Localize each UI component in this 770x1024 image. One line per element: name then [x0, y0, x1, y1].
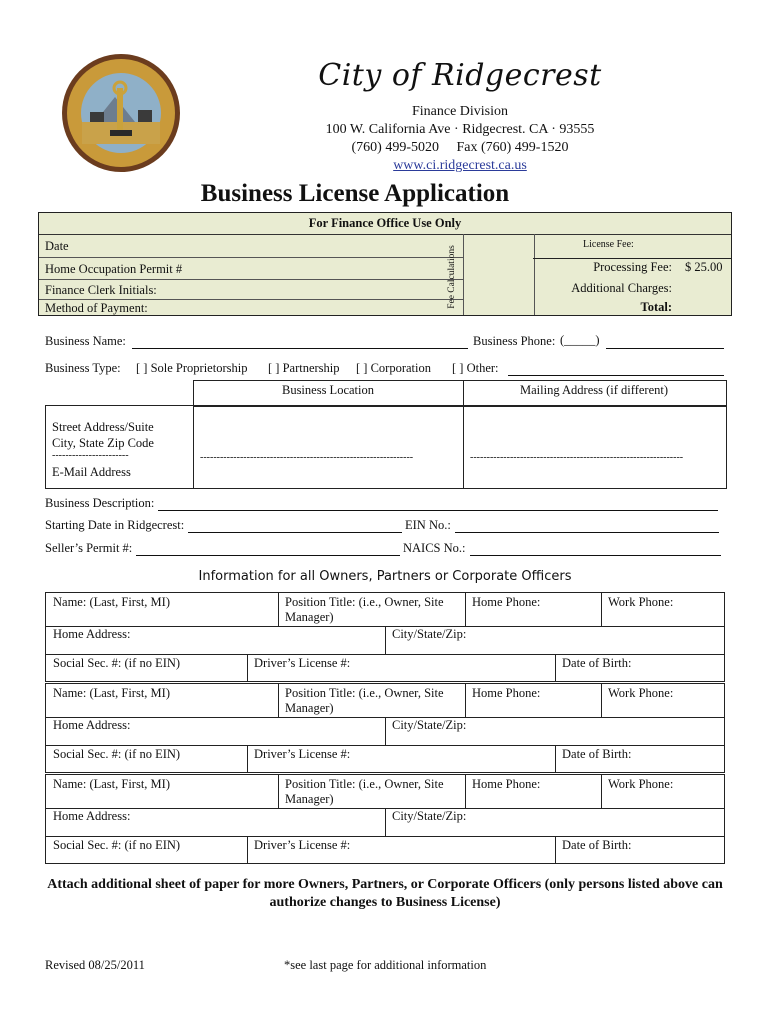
city-state-zip-label: City, State Zip Code	[52, 436, 154, 450]
owner-col-divider	[278, 684, 279, 717]
office-heading: For Finance Office Use Only	[39, 213, 731, 235]
office-permit-field[interactable]: Home Occupation Permit #	[39, 258, 463, 280]
owner-drivers-license-field[interactable]: Driver’s License #:	[254, 838, 351, 852]
city-address: 100 W. California Ave · Ridgecrest. CA · 93555	[325, 122, 595, 137]
owner-ssn-field[interactable]: Social Sec. #: (if no EIN)	[53, 656, 181, 670]
owner-row-divider	[46, 745, 724, 746]
type-other[interactable]: [ ] Other:	[452, 361, 499, 375]
mailing-address-header: Mailing Address (if different)	[520, 383, 668, 397]
owner-home-phone-field[interactable]: Home Phone:	[472, 777, 541, 791]
starting-date-input[interactable]	[188, 532, 402, 533]
owner-row-divider	[46, 836, 724, 837]
owner-col-divider	[601, 684, 602, 717]
owner-col-divider	[555, 654, 556, 682]
fee-calculations-label: Fee Calculations	[447, 245, 457, 309]
office-payment-field[interactable]: Method of Payment:	[45, 301, 148, 315]
owner-city-state-zip-field[interactable]: City/State/Zip:	[392, 809, 467, 823]
owner-col-divider	[385, 626, 386, 654]
owner-dob-field[interactable]: Date of Birth:	[562, 838, 632, 852]
business-location-header: Business Location	[281, 383, 374, 397]
email-label: E-Mail Address	[52, 465, 131, 479]
business-name-input[interactable]	[132, 348, 468, 349]
owner-col-divider	[247, 836, 248, 864]
business-description-label: Business Description:	[45, 496, 155, 510]
type-sole-proprietorship[interactable]: [ ] Sole Proprietorship	[136, 361, 248, 375]
address-label-divider	[193, 405, 194, 488]
owner-city-state-zip-field[interactable]: City/State/Zip:	[392, 718, 467, 732]
type-partnership[interactable]: [ ] Partnership	[268, 361, 340, 375]
owner-col-divider	[278, 775, 279, 808]
processing-fee-label: Processing Fee:	[593, 260, 672, 274]
business-name-label: Business Name:	[45, 334, 126, 348]
owner-col-divider	[465, 684, 466, 717]
owner-home-address-field[interactable]: Home Address:	[53, 809, 131, 823]
processing-fee-amount: $ 25.00	[685, 260, 723, 274]
type-corporation[interactable]: [ ] Corporation	[356, 361, 431, 375]
office-clerk-field[interactable]: Finance Clerk Initials:	[39, 280, 463, 300]
sellers-permit-label: Seller’s Permit #:	[45, 541, 133, 555]
ein-input[interactable]	[455, 532, 719, 533]
address-separator: -----------------------	[52, 450, 129, 461]
city-name-heading: City of Ridgecrest	[318, 58, 602, 93]
owner-home-phone-field[interactable]: Home Phone:	[472, 686, 541, 700]
license-fee-label: License Fee:	[583, 239, 634, 250]
form-title: Business License Application	[200, 180, 510, 207]
sellers-permit-input[interactable]	[136, 555, 400, 556]
business-phone-area[interactable]: (_____)	[560, 333, 600, 347]
city-seal-logo	[60, 52, 182, 174]
owner-name-field[interactable]: Name: (Last, First, MI)	[53, 777, 170, 791]
naics-input[interactable]	[470, 555, 721, 556]
owner-name-field[interactable]: Name: (Last, First, MI)	[53, 595, 170, 609]
owner-row-divider	[46, 654, 724, 655]
total-label: Total:	[640, 300, 672, 314]
business-type-label: Business Type:	[45, 361, 121, 375]
starting-date-label: Starting Date in Ridgecrest:	[45, 518, 185, 532]
owner-work-phone-field[interactable]: Work Phone:	[608, 686, 674, 700]
owner-position-field[interactable]: Position Title: (i.e., Owner, Site Manager)	[285, 777, 444, 806]
business-phone-label: Business Phone:	[473, 334, 556, 348]
owner-home-address-field[interactable]: Home Address:	[53, 718, 131, 732]
owner-col-divider	[385, 717, 386, 745]
owner-col-divider	[278, 593, 279, 626]
business-description-input[interactable]	[158, 510, 718, 511]
website-link[interactable]: www.ci.ridgecrest.ca.us	[393, 158, 527, 173]
owner-group	[45, 683, 725, 773]
phone-fax: (760) 499-5020 Fax (760) 499-1520	[351, 140, 569, 155]
revised-date: Revised 08/25/2011	[45, 958, 145, 972]
division-name: Finance Division	[411, 104, 509, 119]
office-date-field[interactable]: Date	[39, 234, 463, 258]
owner-city-state-zip-field[interactable]: City/State/Zip:	[392, 627, 467, 641]
owner-name-field[interactable]: Name: (Last, First, MI)	[53, 686, 170, 700]
fee-divider	[533, 258, 731, 259]
attach-note: Attach additional sheet of paper for more Owners, Partners, or Corporate Officers (only persons listed above can authorize changes to Business License)	[47, 877, 723, 910]
owner-col-divider	[465, 775, 466, 808]
owners-heading: Information for all Owners, Partners or Corporate Officers	[198, 569, 572, 584]
owner-dob-field[interactable]: Date of Birth:	[562, 656, 632, 670]
location-separator: ----------------------------------------------------------------	[200, 452, 414, 463]
owner-position-field[interactable]: Position Title: (i.e., Owner, Site Manager)	[285, 686, 444, 715]
owner-col-divider	[601, 775, 602, 808]
ein-label: EIN No.:	[405, 518, 451, 532]
owner-col-divider	[385, 808, 386, 836]
owner-group	[45, 592, 725, 682]
owner-ssn-field[interactable]: Social Sec. #: (if no EIN)	[53, 747, 181, 761]
owner-drivers-license-field[interactable]: Driver’s License #:	[254, 656, 351, 670]
owner-col-divider	[555, 836, 556, 864]
type-other-input[interactable]	[508, 375, 724, 376]
street-address-label: Street Address/Suite	[52, 420, 154, 434]
owner-col-divider	[465, 593, 466, 626]
owner-work-phone-field[interactable]: Work Phone:	[608, 595, 674, 609]
finance-office-box	[38, 212, 732, 316]
fee-calc-column	[463, 234, 535, 315]
owner-home-phone-field[interactable]: Home Phone:	[472, 595, 541, 609]
owner-group	[45, 774, 725, 864]
owner-ssn-field[interactable]: Social Sec. #: (if no EIN)	[53, 838, 181, 852]
owner-col-divider	[247, 745, 248, 773]
additional-info-note: *see last page for additional information	[284, 958, 487, 972]
business-phone-input[interactable]	[606, 348, 724, 349]
owner-col-divider	[601, 593, 602, 626]
owner-col-divider	[247, 654, 248, 682]
naics-label: NAICS No.:	[403, 541, 466, 555]
owner-home-address-field[interactable]: Home Address:	[53, 627, 131, 641]
owner-drivers-license-field[interactable]: Driver’s License #:	[254, 747, 351, 761]
mailing-separator: ----------------------------------------------------------------	[470, 452, 684, 463]
owner-col-divider	[555, 745, 556, 773]
owner-position-field[interactable]: Position Title: (i.e., Owner, Site Manager)	[285, 595, 444, 624]
owner-work-phone-field[interactable]: Work Phone:	[608, 777, 674, 791]
additional-charges-label: Additional Charges:	[571, 281, 672, 295]
owner-dob-field[interactable]: Date of Birth:	[562, 747, 632, 761]
